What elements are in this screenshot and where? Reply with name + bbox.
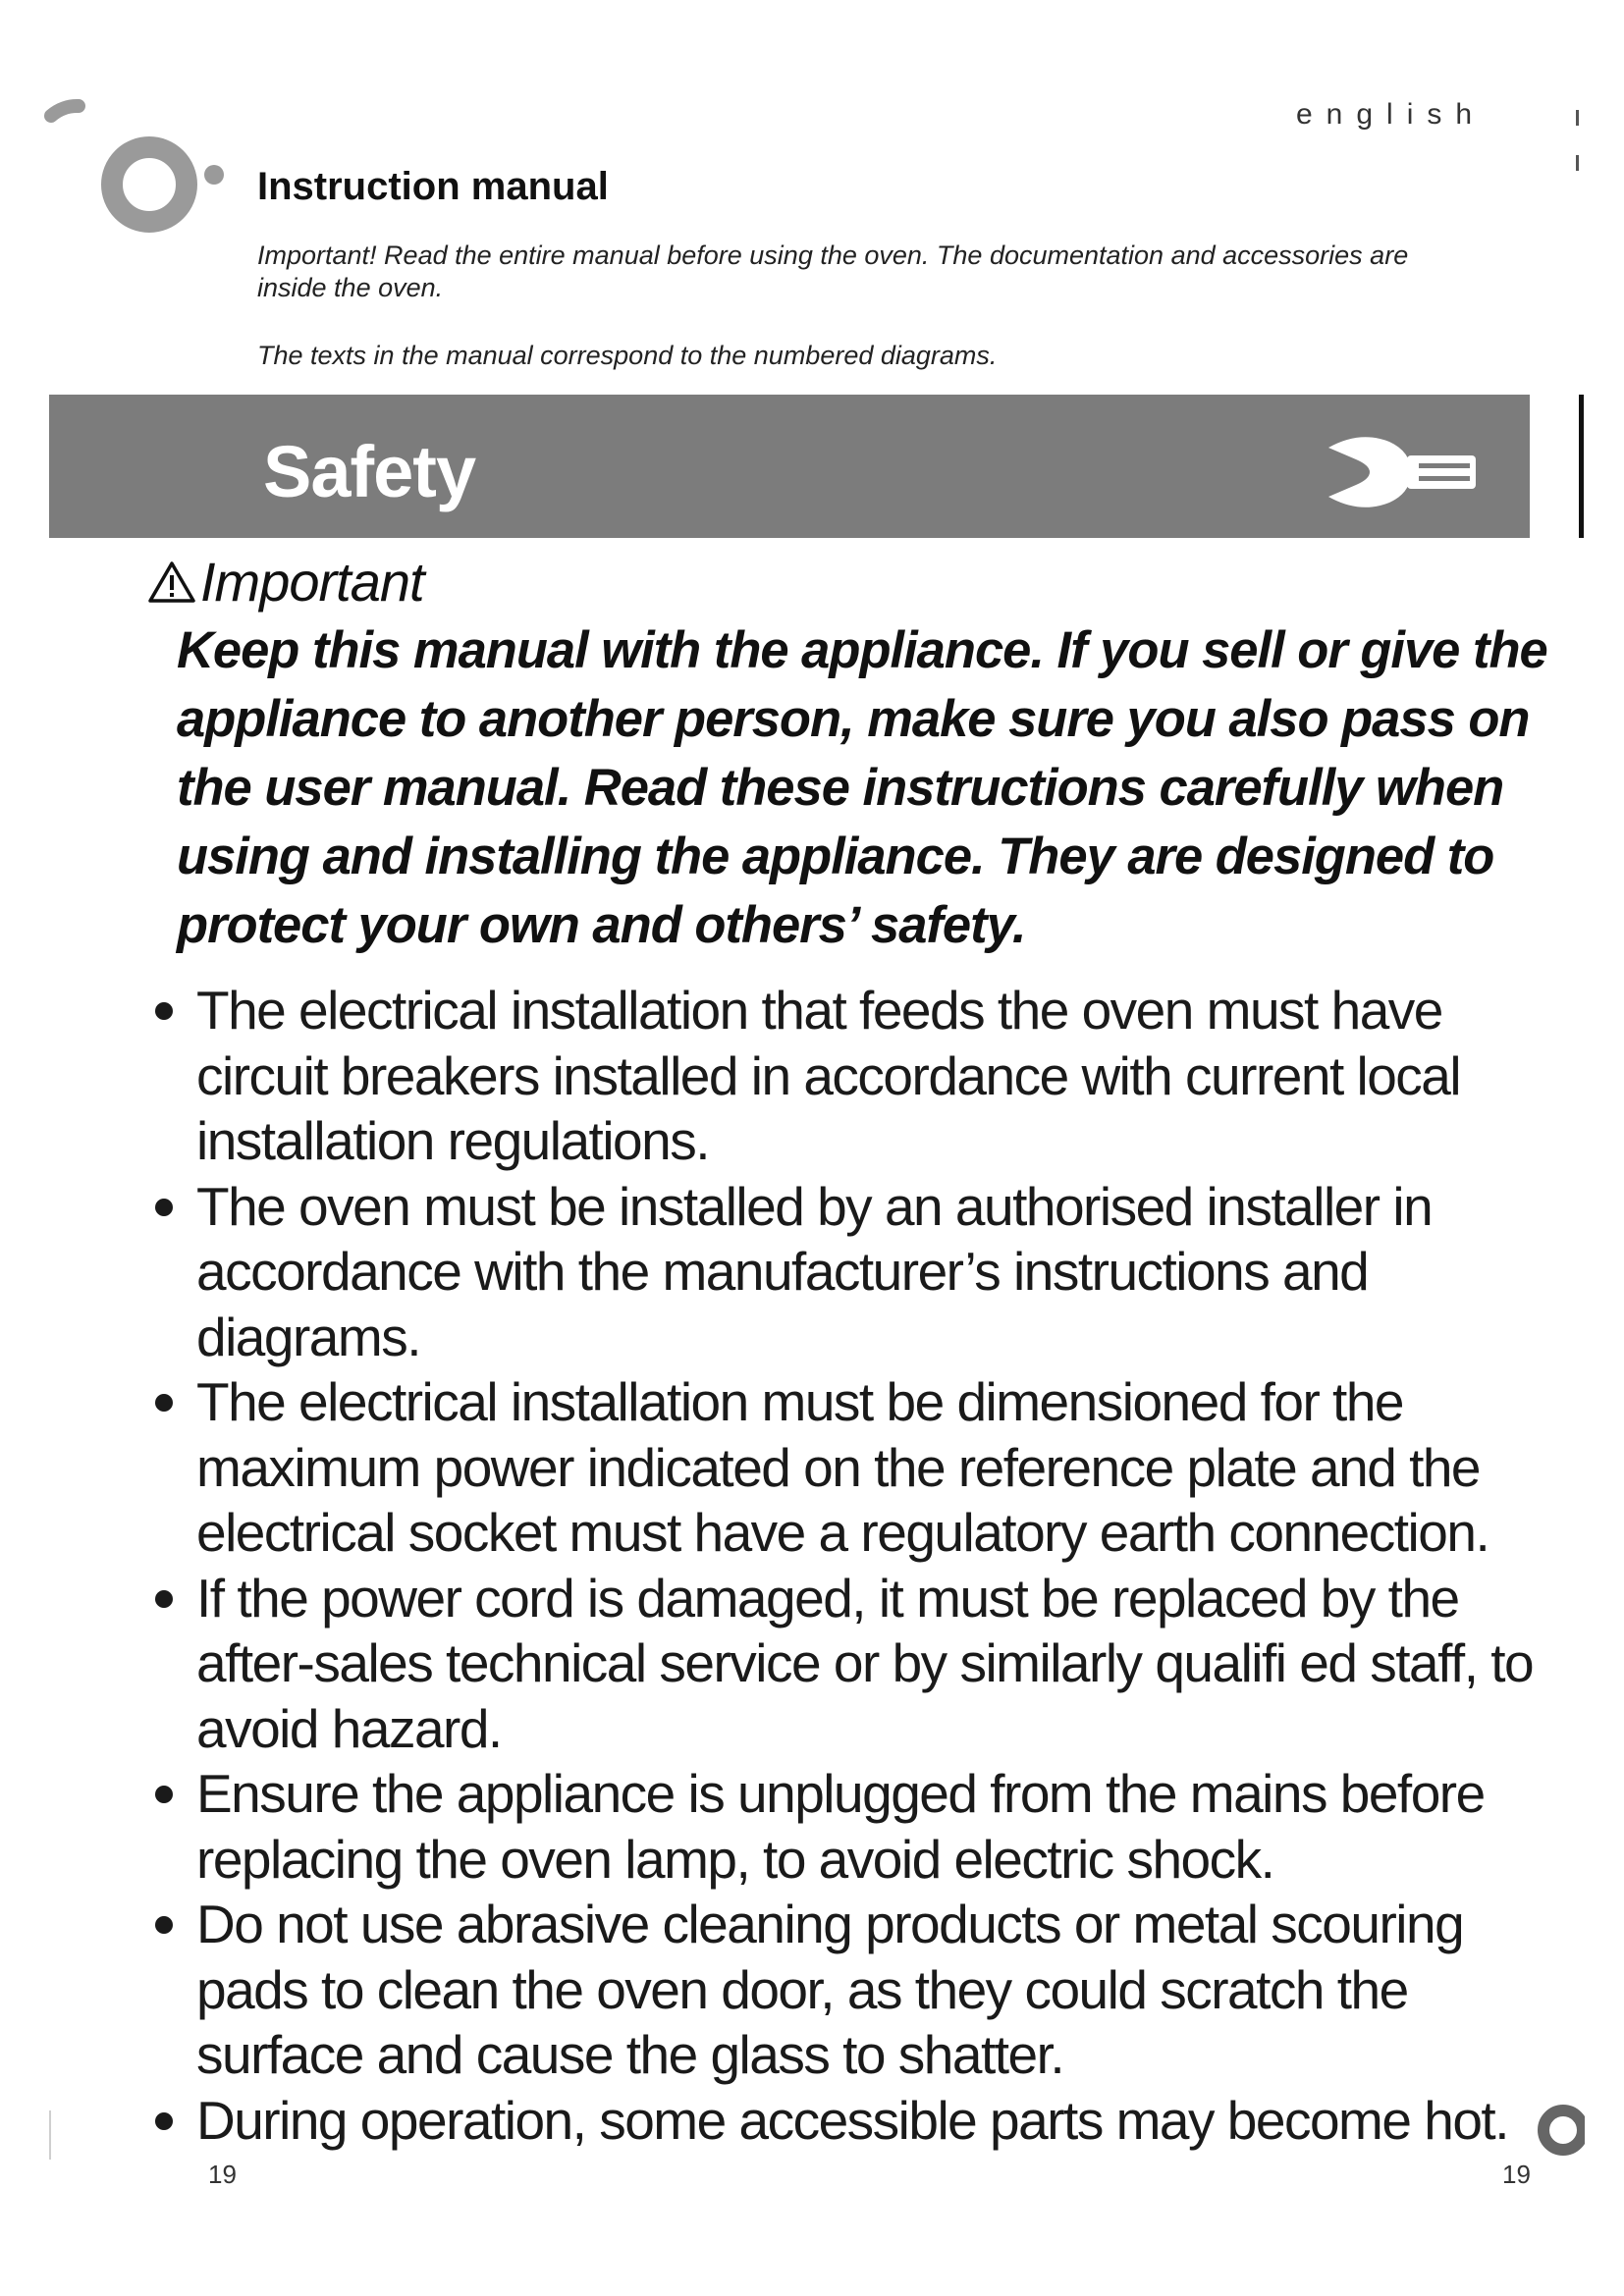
safety-bullet-list (147, 978, 1576, 2153)
edge-mark (49, 2110, 51, 2160)
bullet-dot-icon (155, 2112, 173, 2130)
edge-bar (1579, 395, 1584, 538)
wrench-icon (1321, 428, 1488, 516)
section-title: Safety (263, 431, 476, 512)
bullet-text: The electrical installation that feeds the oven must have circuit breakers installed in accordance with current local installation regulations. (196, 980, 1461, 1171)
brand-logo-icon (39, 98, 236, 236)
bullet-text: The electrical installation must be dimensioned for the maximum power indicated on the reference plate and the electrical socket must have a regulatory earth connection. (196, 1371, 1489, 1563)
corner-ring-icon (1534, 2101, 1585, 2162)
bullet-text: Do not use abrasive cleaning products or metal scouring pads to clean the oven door, as they could scratch the surface and cause the glass to shatter. (196, 1894, 1464, 2085)
intro-text: Important! Read the entire manual before using the oven. The documentation and accessories are inside the oven. (257, 240, 1409, 302)
bullet-dot-icon (155, 1002, 173, 1020)
bullet-dot-icon (155, 1916, 173, 1934)
bullet-dot-icon (155, 1786, 173, 1803)
list-item (147, 1369, 1576, 1566)
list-item (147, 1761, 1576, 1892)
language-label: english (1296, 98, 1487, 131)
page-number-right: 19 (1502, 2160, 1531, 2189)
list-item (147, 2088, 1576, 2154)
intro-note: The texts in the manual correspond to the numbered diagrams. (257, 341, 998, 370)
list-item (147, 978, 1576, 1174)
bullet-text: During operation, some accessible parts may become hot. (196, 2089, 1508, 2151)
bullet-dot-icon (155, 1394, 173, 1412)
bullet-dot-icon (155, 1590, 173, 1608)
page-number-left: 19 (208, 2160, 237, 2189)
important-heading (147, 550, 424, 614)
important-heading-text: Important (200, 551, 424, 613)
list-item (147, 1174, 1576, 1370)
warning-triangle-icon (147, 560, 196, 605)
edge-mark (1576, 155, 1579, 171)
list-item (147, 1566, 1576, 1762)
important-text: Keep this manual with the appliance. If you sell or give the appliance to another person, make sure you also pass on the user manual. Read these instructions carefully when using and installing the appliance. They are designed to protect your own and others’ safety. (177, 621, 1547, 954)
bullet-text: The oven must be installed by an authorised installer in accordance with the manufacturer’s instructions and diagrams. (196, 1175, 1433, 1367)
bullet-text: Ensure the appliance is unplugged from the mains before replacing the oven lamp, to avoid electric shock. (196, 1763, 1485, 1890)
list-item (147, 1892, 1576, 2088)
edge-mark (1576, 110, 1579, 126)
manual-title: Instruction manual (257, 165, 609, 208)
bullet-text: If the power cord is damaged, it must be replaced by the after-sales technical service or by similarly qualifi ed staff, to avoid hazard. (196, 1567, 1534, 1759)
bullet-dot-icon (155, 1199, 173, 1216)
